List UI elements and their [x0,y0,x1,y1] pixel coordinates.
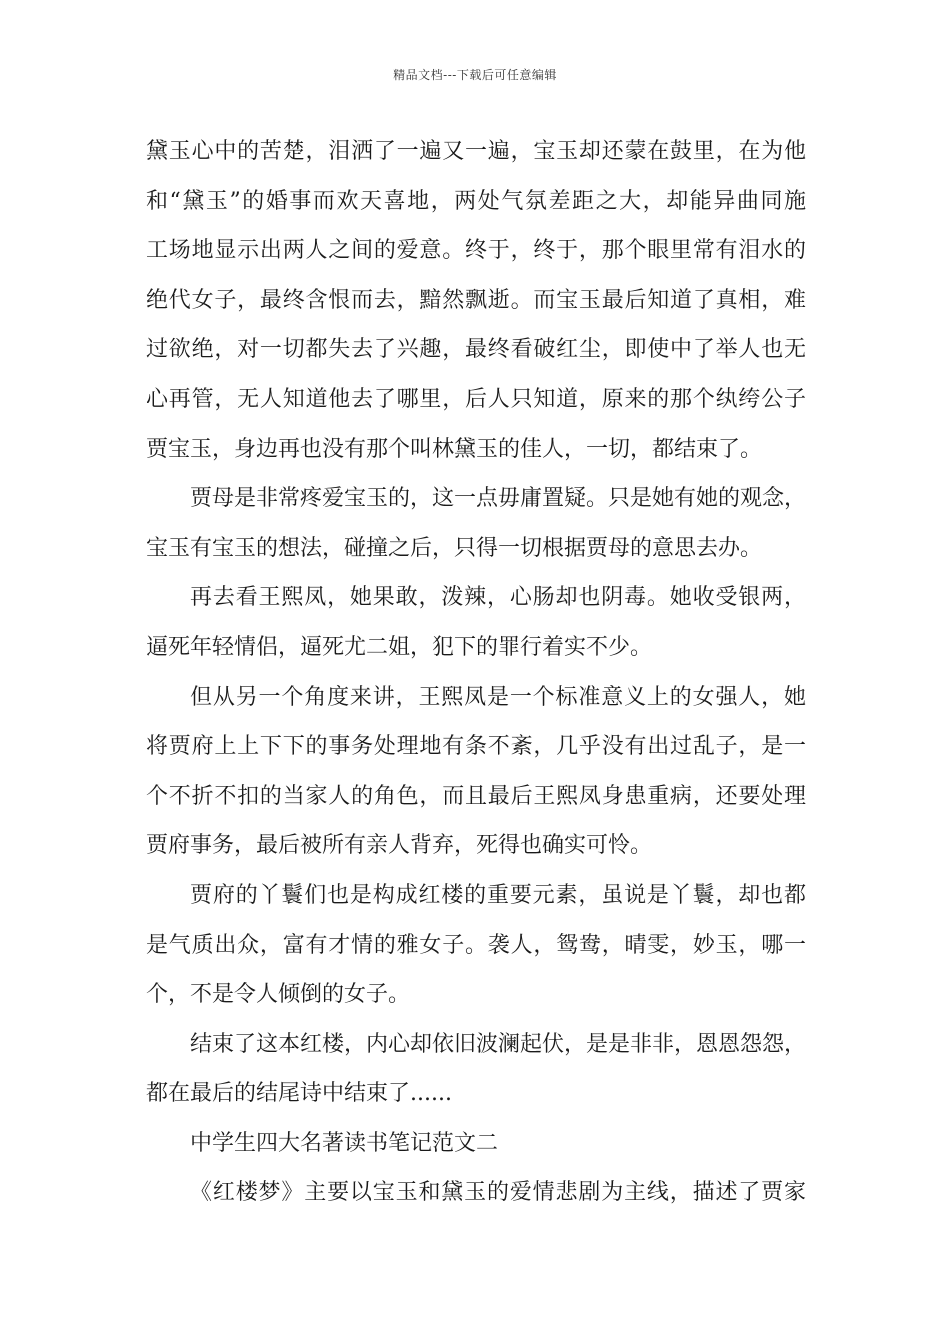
paragraph-start-line: 贾母是非常疼爱宝玉的，这一点毋庸置疑。只是她有她的观念， [190,486,807,512]
text-line: 过欲绝，对一切都失去了兴趣，最终看破红尘，即使中了举人也无 [146,337,806,363]
paragraph-start-line: 但从另一个角度来讲，王熙凤是一个标准意义上的女强人，她 [190,684,806,710]
text-line: 贾宝玉，身边再也没有那个叫林黛玉的佳人，一切，都结束了。 [146,436,763,462]
text-line: 宝玉有宝玉的想法，碰撞之后，只得一切根据贾母的意思去办。 [146,535,763,561]
text-line: 逼死年轻情侣，逼死尤二姐，犯下的罪行着实不少。 [146,634,653,660]
text-line: 和“黛玉”的婚事而欢天喜地，两处气氛差距之大，却能异曲同施 [146,188,806,214]
page-header: 精品文档---下载后可任意编辑 [393,68,557,82]
paragraph-start-line: 贾府的丫鬟们也是构成红楼的重要元素，虽说是丫鬟，却也都 [190,882,806,908]
text-line: 工场地显示出两人之间的爱意。终于，终于，那个眼里常有泪水的 [146,238,806,264]
text-line: 贾府事务，最后被所有亲人背弃，死得也确实可怜。 [146,833,653,859]
text-line: 个不折不扣的当家人的角色，而且最后王熙凤身患重病，还要处理 [146,783,806,809]
text-line: 绝代女子，最终含恨而去，黯然飘逝。而宝玉最后知道了真相，难 [146,287,806,313]
text-line: 将贾府上上下下的事务处理地有条不紊，几乎没有出过乱子，是一 [146,734,806,760]
text-line: 黛玉心中的苦楚，泪洒了一遍又一遍，宝玉却还蒙在鼓里，在为他 [146,139,806,164]
paragraph-start-line: 再去看王熙凤，她果敢，泼辣，心肠却也阴毒。她收受银两， [190,585,806,611]
text-line: 是气质出众，富有才情的雅女子。袭人，鸳鸯，晴雯，妙玉，哪一 [146,932,806,958]
text-line: 个，不是令人倾倒的女子。 [146,982,411,1008]
paragraph-start-line: 《红楼梦》主要以宝玉和黛玉的爱情悲剧为主线，描述了贾家 [190,1180,806,1206]
paragraph-start-line: 结束了这本红楼，内心却依旧波澜起伏，是是非非，恩恩怨怨， [190,1031,807,1057]
document-body [146,132,806,1223]
text-line: 心再管，无人知道他去了哪里，后人只知道，原来的那个纨绔公子 [146,386,806,412]
text-line: 都在最后的结尾诗中结束了...... [146,1081,452,1107]
section-heading: 中学生四大名著读书笔记范文二 [190,1130,499,1156]
